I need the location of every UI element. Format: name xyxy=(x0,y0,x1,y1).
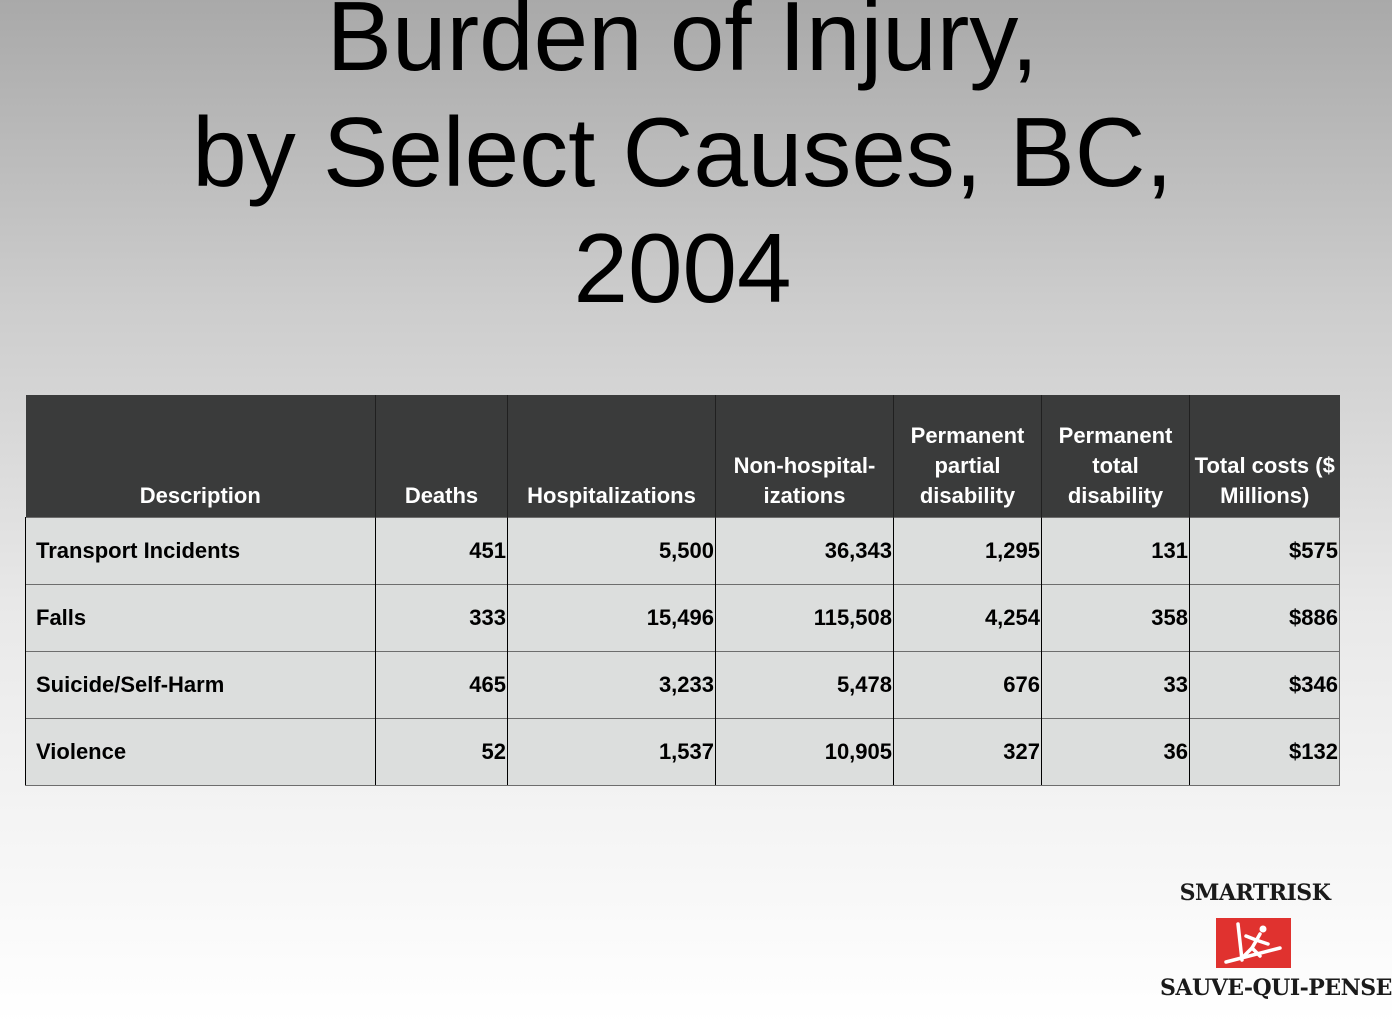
table-cell: 36,343 xyxy=(716,517,894,584)
table-cell: 1,295 xyxy=(894,517,1042,584)
column-header: Description xyxy=(26,395,376,517)
table-cell: $886 xyxy=(1190,584,1340,651)
table-cell: 327 xyxy=(894,718,1042,785)
table-cell: 5,500 xyxy=(508,517,716,584)
table-cell: 3,233 xyxy=(508,651,716,718)
table-cell: 15,496 xyxy=(508,584,716,651)
table-cell: Suicide/Self-Harm xyxy=(26,651,376,718)
column-header: Permanent partial disability xyxy=(894,395,1042,517)
column-header: Total costs ($ Millions) xyxy=(1190,395,1340,517)
table-cell: 10,905 xyxy=(716,718,894,785)
table-cell: 115,508 xyxy=(716,584,894,651)
table-cell: 4,254 xyxy=(894,584,1042,651)
slide-title-line1: Burden of Injury, xyxy=(326,0,1039,91)
table-cell: Transport Incidents xyxy=(26,517,376,584)
table-cell: 33 xyxy=(1042,651,1190,718)
table-cell: 676 xyxy=(894,651,1042,718)
column-header: Permanent total disability xyxy=(1042,395,1190,517)
table-cell: 5,478 xyxy=(716,651,894,718)
table-cell: $575 xyxy=(1190,517,1340,584)
smartrisk-logo xyxy=(1160,878,1392,1010)
slide-title xyxy=(0,0,1365,326)
table-cell: 52 xyxy=(376,718,508,785)
table-cell: 1,537 xyxy=(508,718,716,785)
table-header-row xyxy=(26,395,1340,517)
table-row xyxy=(26,718,1340,785)
slide-title-line3: 2004 xyxy=(573,213,792,323)
table-cell: 333 xyxy=(376,584,508,651)
logo-top-text: SMARTRISK xyxy=(1179,880,1331,906)
table-cell: 358 xyxy=(1042,584,1190,651)
slide-title-line2: by Select Causes, BC, xyxy=(192,97,1173,207)
table-row xyxy=(26,584,1340,651)
table-row xyxy=(26,651,1340,718)
table-cell: $132 xyxy=(1190,718,1340,785)
table-cell: 465 xyxy=(376,651,508,718)
table-cell: Falls xyxy=(26,584,376,651)
table-row xyxy=(26,517,1340,584)
column-header: Hospitalizations xyxy=(508,395,716,517)
table-cell: Violence xyxy=(26,718,376,785)
column-header: Deaths xyxy=(376,395,508,517)
logo-bottom-text: SAUVE-QUI-PENSE xyxy=(1160,975,1392,1001)
table-cell: 36 xyxy=(1042,718,1190,785)
burden-table xyxy=(25,395,1340,786)
table-cell: 131 xyxy=(1042,517,1190,584)
column-header: Non-hospital-izations xyxy=(716,395,894,517)
table-cell: 451 xyxy=(376,517,508,584)
table-cell: $346 xyxy=(1190,651,1340,718)
skier-icon xyxy=(1216,918,1291,968)
